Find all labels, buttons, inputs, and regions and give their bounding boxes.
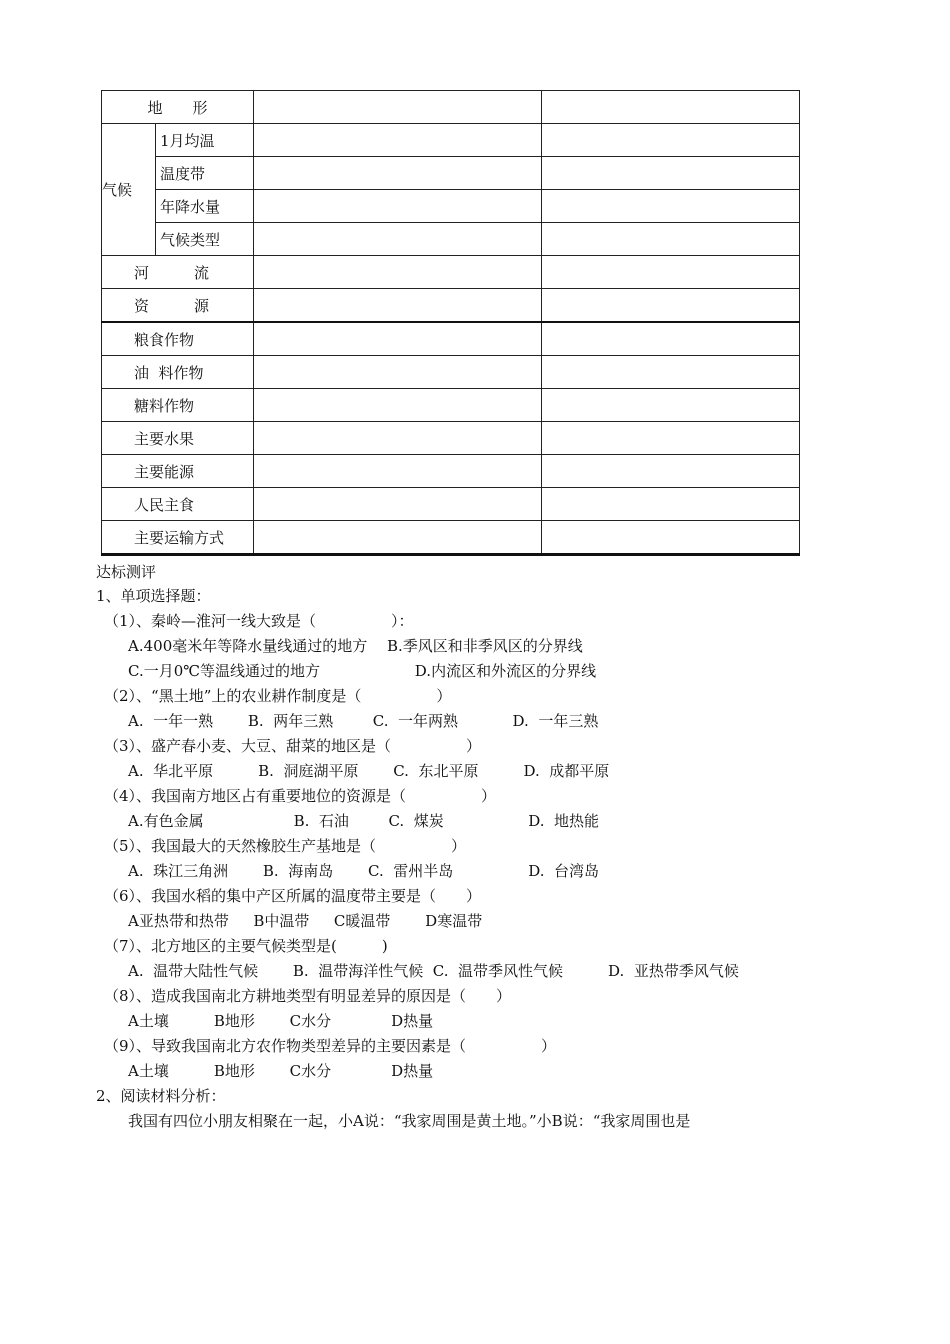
question-stem: （2）、“黑土地”上的农业耕作制度是（ ） [104,687,452,705]
question-options: A亚热带和热带 B中温带 C暖温带 D寒温带 [128,912,483,930]
row-label-climate: 气候 [102,124,156,256]
answer-cell[interactable] [254,91,542,124]
row-label-fruit: 主要水果 [102,422,254,455]
row-label-staple-food: 人民主食 [102,488,254,521]
question-group-heading: 2、阅读材料分析： [96,1087,226,1105]
fill-in-table [101,90,800,556]
answer-cell[interactable] [254,223,542,256]
answer-cell[interactable] [542,389,800,422]
question-stem: （5）、我国最大的天然橡胶生产基地是（ ） [104,837,467,855]
row-label-terrain: 地 形 [102,91,254,124]
question-stem: （7）、北方地区的主要气候类型是( ) [104,937,388,955]
answer-cell[interactable] [542,422,800,455]
question-group-heading: 1、单项选择题： [96,587,211,605]
answer-cell[interactable] [254,422,542,455]
row-label-jan-temp: 1月均温 [156,124,254,157]
section-title: 达标测评 [96,563,157,581]
answer-cell[interactable] [542,157,800,190]
row-label-transport: 主要运输方式 [102,521,254,555]
question-stem: （4）、我国南方地区占有重要地位的资源是（ ） [104,787,497,805]
answer-cell[interactable] [254,389,542,422]
answer-cell[interactable] [542,124,800,157]
row-label-sugar-crops: 糖料作物 [102,389,254,422]
answer-cell[interactable] [254,190,542,223]
answer-cell[interactable] [542,289,800,323]
row-label-grain: 粮食作物 [102,322,254,356]
answer-cell[interactable] [254,157,542,190]
answer-cell[interactable] [254,256,542,289]
question-stem: （1）、秦岭—淮河一线大致是（ ）： [104,612,414,630]
question-stem: （9）、导致我国南北方农作物类型差异的主要因素是（ ） [104,1037,557,1055]
question-options: A. 一年一熟 B. 两年三熟 C. 一年两熟 D. 一年三熟 [128,712,599,730]
row-label-resource: 资 源 [102,289,254,323]
answer-cell[interactable] [542,488,800,521]
row-label-river: 河 流 [102,256,254,289]
question-options: A.有色金属 B. 石油 C. 煤炭 D. 地热能 [128,812,600,830]
question-options: A.400毫米年等降水量线通过的地方 B.季风区和非季风区的分界线 [128,637,583,655]
answer-cell[interactable] [542,256,800,289]
question-stem: （6）、我国水稻的集中产区所属的温度带主要是（ ） [104,887,482,905]
question-options: A土壤 B地形 C水分 D热量 [128,1012,434,1030]
answer-cell[interactable] [542,455,800,488]
question-options: A土壤 B地形 C水分 D热量 [128,1062,434,1080]
row-label-climate-type: 气候类型 [156,223,254,256]
answer-cell[interactable] [254,356,542,389]
answer-cell[interactable] [542,322,800,356]
reading-passage: 我国有四位小朋友相聚在一起，小A说：“我家周围是黄土地。”小B说：“我家周围也是 [128,1112,691,1130]
answer-cell[interactable] [254,289,542,323]
answer-cell[interactable] [254,455,542,488]
question-options: A. 珠江三角洲 B. 海南岛 C. 雷州半岛 D. 台湾岛 [128,862,600,880]
answer-cell[interactable] [542,521,800,555]
answer-cell[interactable] [254,124,542,157]
question-options: A. 华北平原 B. 洞庭湖平原 C. 东北平原 D. 成都平原 [128,762,610,780]
row-label-oil-crops: 油 料作物 [102,356,254,389]
row-label-temp-zone: 温度带 [156,157,254,190]
question-stem: （3）、盛产春小麦、大豆、甜菜的地区是（ ） [104,737,482,755]
row-label-energy: 主要能源 [102,455,254,488]
question-options: A. 温带大陆性气候 B. 温带海洋性气候 C. 温带季风性气候 D. 亚热带季风气候 [128,962,739,980]
answer-cell[interactable] [542,223,800,256]
answer-cell[interactable] [254,322,542,356]
question-stem: （8）、造成我国南北方耕地类型有明显差异的原因是（ ） [104,987,512,1005]
question-options: C.一月0℃等温线通过的地方 D.内流区和外流区的分界线 [128,662,597,680]
answer-cell[interactable] [542,190,800,223]
answer-cell[interactable] [542,356,800,389]
answer-cell[interactable] [254,521,542,555]
answer-cell[interactable] [254,488,542,521]
row-label-precipitation: 年降水量 [156,190,254,223]
answer-cell[interactable] [542,91,800,124]
